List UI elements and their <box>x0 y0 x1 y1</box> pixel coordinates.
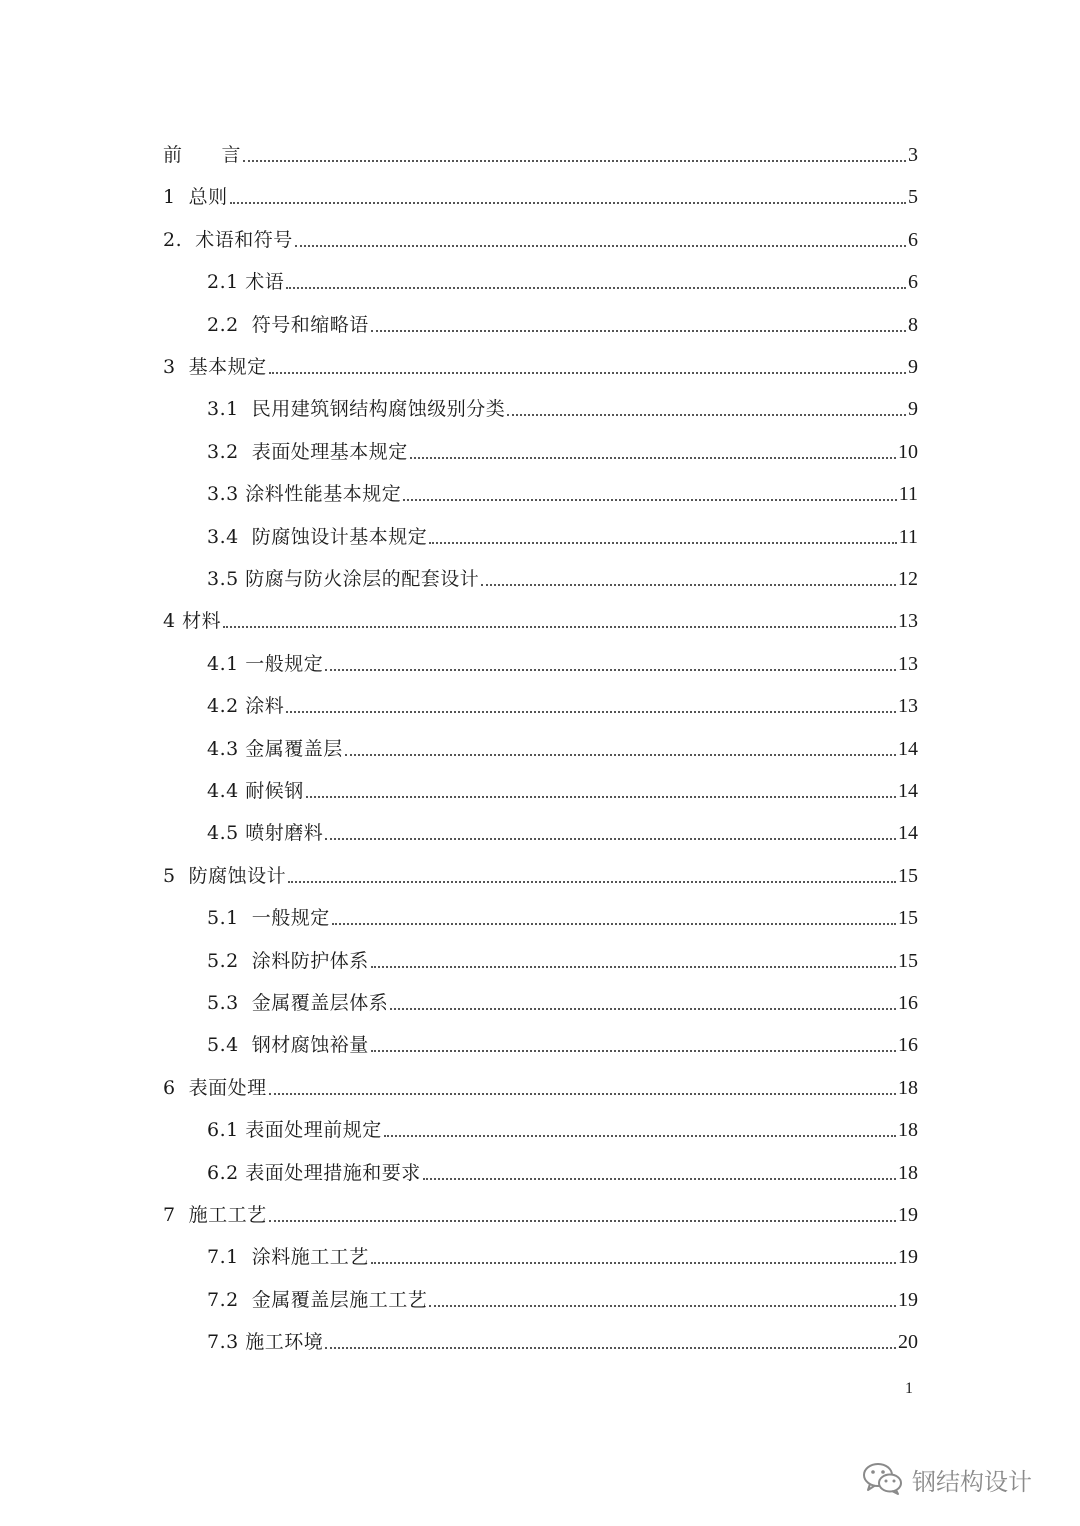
toc-entry-page: 12 <box>898 568 918 590</box>
toc-entry-label: 6 表面处理 <box>163 1077 267 1099</box>
toc-entry-label: 4.4 耐候钢 <box>207 780 304 802</box>
toc-entry[interactable] <box>207 942 918 972</box>
toc-entry-label: 5.4 钢材腐蚀裕量 <box>207 1034 369 1056</box>
toc-entry-label: 5.3 金属覆盖层体系 <box>207 992 389 1014</box>
toc-entry[interactable] <box>163 136 918 166</box>
toc-entry-page: 20 <box>898 1331 918 1353</box>
toc-entry[interactable] <box>163 348 918 378</box>
toc-entry-label: 1 总则 <box>163 186 228 208</box>
toc-dot-leader <box>243 160 906 162</box>
toc-entry-page: 15 <box>898 907 918 929</box>
toc-entry[interactable] <box>207 687 918 717</box>
toc-entry[interactable] <box>207 560 918 590</box>
toc-entry-page: 13 <box>898 610 918 632</box>
toc-entry[interactable] <box>207 645 918 675</box>
toc-entry-page: 8 <box>908 314 918 336</box>
toc-dot-leader <box>269 1093 896 1095</box>
page-number: 1 <box>905 1380 913 1397</box>
toc-entry[interactable] <box>207 1154 918 1184</box>
toc-entry[interactable] <box>207 730 918 760</box>
toc-entry-page: 15 <box>898 865 918 887</box>
toc-entry[interactable] <box>207 1323 918 1353</box>
toc-entry-label: 前 言 <box>163 144 242 166</box>
toc-dot-leader <box>286 711 896 713</box>
toc-entry-page: 10 <box>898 441 918 463</box>
toc-entry-page: 18 <box>898 1162 918 1184</box>
toc-entry-page: 19 <box>898 1204 918 1226</box>
toc-dot-leader <box>345 754 896 756</box>
toc-entry-label: 3 基本规定 <box>163 356 267 378</box>
toc-dot-leader <box>423 1178 896 1180</box>
toc-entry-page: 15 <box>898 950 918 972</box>
toc-entry-label: 5 防腐蚀设计 <box>163 865 287 887</box>
toc-dot-leader <box>429 1305 896 1307</box>
toc-entry-label: 7.3 施工环境 <box>207 1331 324 1353</box>
toc-entry-label: 3.1 民用建筑钢结构腐蚀级别分类 <box>207 398 506 420</box>
toc-entry-page: 5 <box>908 186 918 208</box>
toc-entry-page: 19 <box>898 1246 918 1268</box>
toc-entry[interactable] <box>163 221 918 251</box>
toc-entry[interactable] <box>207 1026 918 1056</box>
toc-entry-page: 16 <box>898 1034 918 1056</box>
toc-dot-leader <box>429 542 896 544</box>
toc-entry-label: 2. 术语和符号 <box>163 229 293 251</box>
toc-dot-leader <box>325 669 896 671</box>
toc-entry-label: 4 材料 <box>163 610 222 632</box>
toc-entry-page: 3 <box>908 144 918 166</box>
toc-entry[interactable] <box>207 1238 918 1268</box>
toc-dot-leader <box>384 1135 896 1137</box>
toc-dot-leader <box>286 287 906 289</box>
toc-entry-label: 7.2 金属覆盖层施工工艺 <box>207 1289 428 1311</box>
toc-entry-page: 19 <box>898 1289 918 1311</box>
toc-dot-leader <box>390 1008 896 1010</box>
toc-entry-label: 2.1 术语 <box>207 271 285 293</box>
toc-entry[interactable] <box>163 857 918 887</box>
toc-entry-page: 16 <box>898 992 918 1014</box>
toc-dot-leader <box>230 202 906 204</box>
toc-dot-leader <box>371 330 906 332</box>
toc-entry[interactable] <box>207 772 918 802</box>
toc-entry[interactable] <box>207 984 918 1014</box>
toc-entry-page: 6 <box>908 271 918 293</box>
toc-dot-leader <box>332 923 896 925</box>
toc-entry-page: 9 <box>908 356 918 378</box>
toc-entry-page: 11 <box>898 526 918 548</box>
toc-entry-label: 4.2 涂料 <box>207 695 285 717</box>
toc-entry-label: 6.1 表面处理前规定 <box>207 1119 382 1141</box>
toc-entry-page: 11 <box>898 483 918 505</box>
toc-entry-page: 18 <box>898 1119 918 1141</box>
toc-entry-label: 5.1 一般规定 <box>207 907 330 929</box>
toc-entry-label: 7 施工工艺 <box>163 1204 267 1226</box>
toc-entry[interactable] <box>207 306 918 336</box>
toc-entry[interactable] <box>207 390 918 420</box>
toc-dot-leader <box>325 838 896 840</box>
wechat-icon <box>862 1462 904 1496</box>
toc-entry-page: 14 <box>898 780 918 802</box>
toc-entry-page: 9 <box>908 398 918 420</box>
toc-dot-leader <box>481 584 896 586</box>
toc-dot-leader <box>295 245 906 247</box>
toc-dot-leader <box>371 1262 896 1264</box>
toc-dot-leader <box>403 499 896 501</box>
toc-entry-page: 6 <box>908 229 918 251</box>
toc-entry-label: 3.3 涂料性能基本规定 <box>207 483 402 505</box>
toc-entry-page: 18 <box>898 1077 918 1099</box>
toc-dot-leader <box>269 372 906 374</box>
toc-entry-label: 3.4 防腐蚀设计基本规定 <box>207 526 428 548</box>
toc-dot-leader <box>306 796 896 798</box>
toc-entry-label: 5.2 涂料防护体系 <box>207 950 369 972</box>
toc-entry[interactable] <box>207 475 918 505</box>
toc-dot-leader <box>269 1220 896 1222</box>
watermark <box>862 1461 1032 1497</box>
toc-entry-page: 13 <box>898 695 918 717</box>
toc-entry[interactable] <box>163 1069 918 1099</box>
toc-dot-leader <box>507 414 906 416</box>
toc-dot-leader <box>371 966 896 968</box>
toc-dot-leader <box>223 626 896 628</box>
toc-dot-leader <box>410 457 896 459</box>
watermark-text: 钢结构设计 <box>912 1467 1032 1496</box>
toc-entry[interactable] <box>207 263 918 293</box>
toc-entry-label: 2.2 符号和缩略语 <box>207 314 369 336</box>
toc-entry[interactable] <box>207 1281 918 1311</box>
toc-entry[interactable] <box>163 602 918 632</box>
toc-entry-page: 14 <box>898 822 918 844</box>
toc-dot-leader <box>288 881 896 883</box>
toc-entry[interactable] <box>207 1111 918 1141</box>
toc-entry[interactable] <box>207 433 918 463</box>
toc-entry-label: 4.3 金属覆盖层 <box>207 738 343 760</box>
toc-entry-label: 6.2 表面处理措施和要求 <box>207 1162 421 1184</box>
toc-entry-label: 3.2 表面处理基本规定 <box>207 441 408 463</box>
toc-dot-leader <box>371 1050 896 1052</box>
toc-entry[interactable] <box>163 1196 918 1226</box>
toc-dot-leader <box>325 1347 896 1349</box>
toc-entry[interactable] <box>207 518 918 548</box>
toc-entry-label: 3.5 防腐与防火涂层的配套设计 <box>207 568 480 590</box>
toc-entry[interactable] <box>207 814 918 844</box>
toc-entry-label: 7.1 涂料施工工艺 <box>207 1246 369 1268</box>
toc-entry-label: 4.1 一般规定 <box>207 653 324 675</box>
toc-entry[interactable] <box>207 899 918 929</box>
toc-entry[interactable] <box>163 178 918 208</box>
toc-entry-page: 14 <box>898 738 918 760</box>
toc-entry-page: 13 <box>898 653 918 675</box>
toc-entry-label: 4.5 喷射磨料 <box>207 822 324 844</box>
